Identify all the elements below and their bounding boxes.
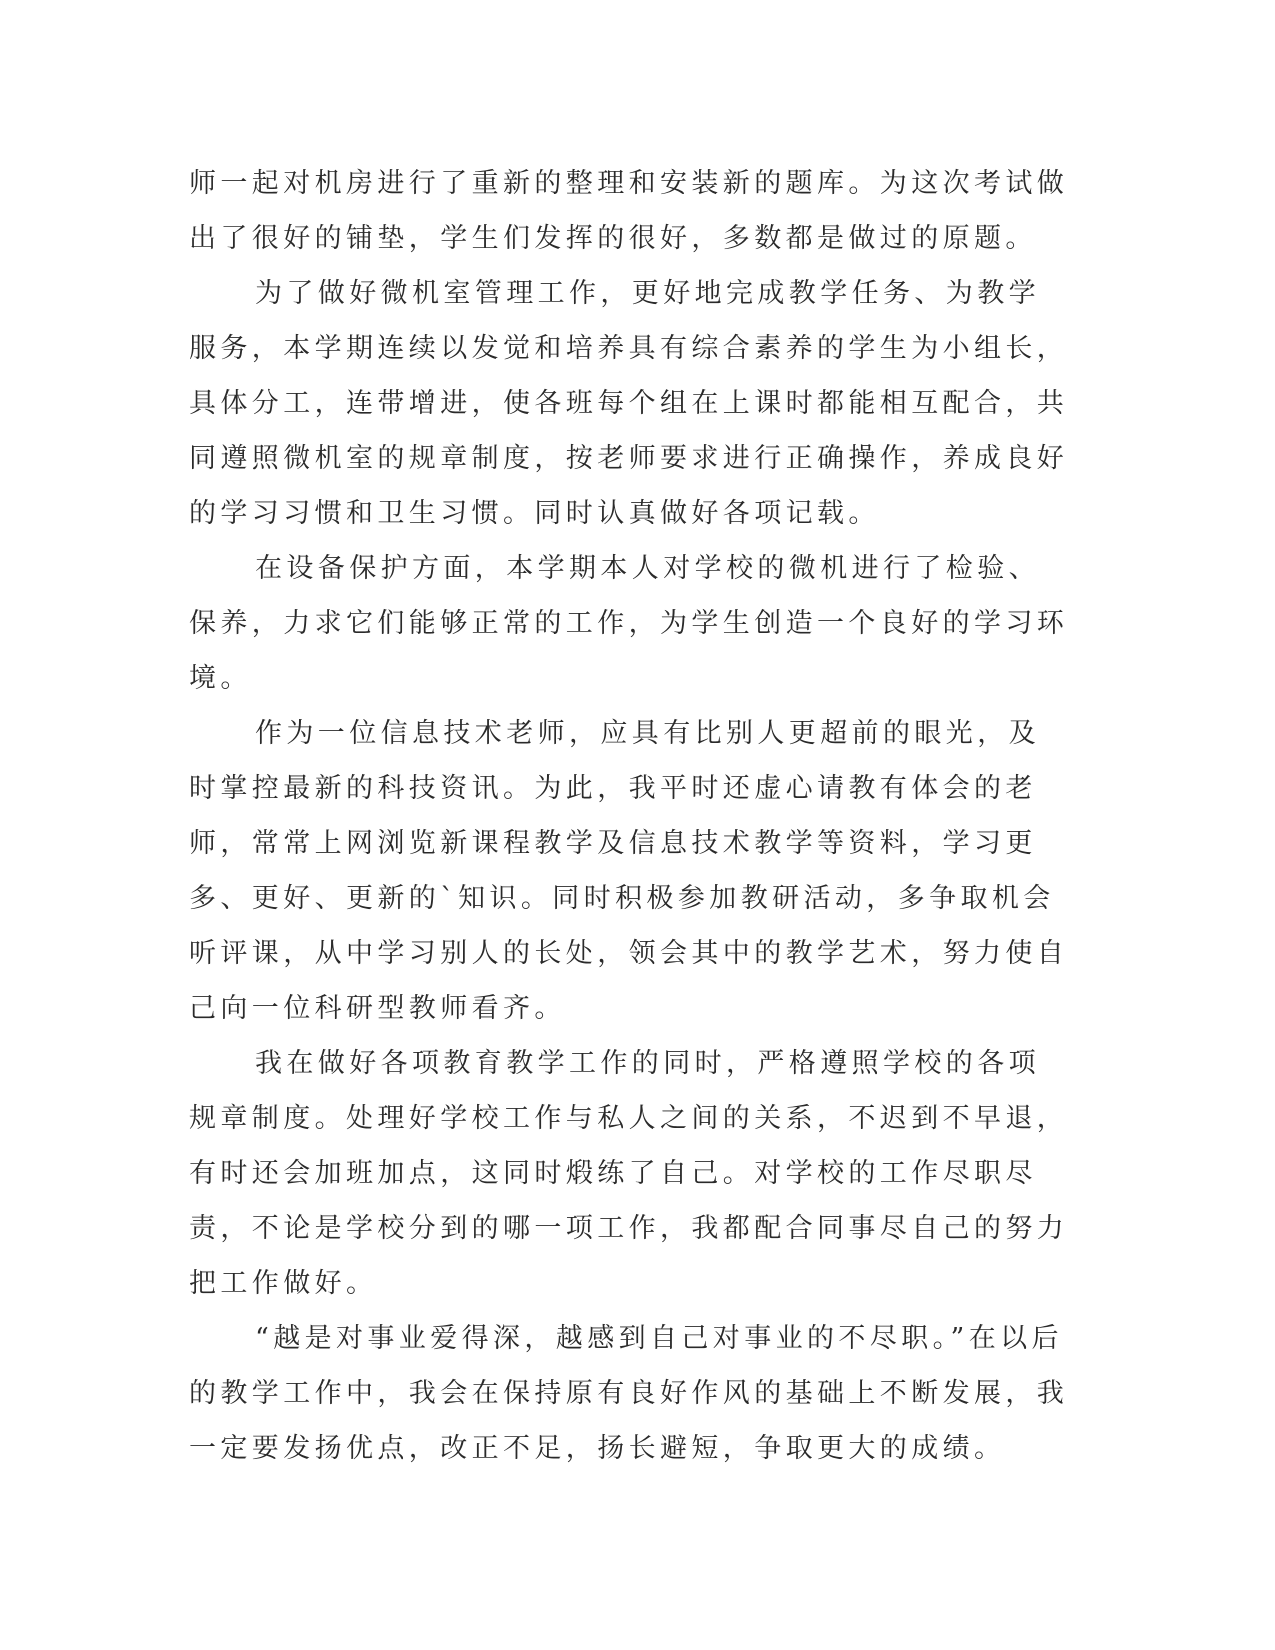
paragraph-work-discipline: 我在做好各项教育教学工作的同时，严格遵照学校的各项规章制度。处理好学校工作与私人之间的关系，不迟到不早退，有时还会加班加点，这同时煅练了自己。对学校的工作尽职尽责，不论是学校分到的哪一项工作，我都配合同事尽自己的努力把工作做好。 xyxy=(189,1048,1069,1299)
paragraph-professional-growth: 作为一位信息技术老师，应具有比别人更超前的眼光，及时掌控最新的科技资讯。为此，我平时还虚心请教有体会的老师，常常上网浏览新课程教学及信息技术教学等资料，学习更多、更好、更新的`知识。同时积极参加教研活动，多争取机会听评课，从中学习别人的长处，领会其中的教学艺术，努力使自己向一位科研型教师看齐。 xyxy=(189,718,1069,1024)
paragraph-lab-management: 为了做好微机室管理工作，更好地完成教学任务、为教学服务，本学期连续以发觉和培养具有综合素养的学生为小组长，具体分工，连带增进，使各班每个组在上课时都能相互配合，共同遵照微机室的规章制度，按老师要求进行正确操作，养成良好的学习习惯和卫生习惯。同时认真做好各项记载。 xyxy=(189,278,1069,529)
paragraph-conclusion: “越是对事业爱得深，越感到自己对事业的不尽职。”在以后的教学工作中，我会在保持原有良好作风的基础上不断发展，我一定要发扬优点，改正不足，扬长避短，争取更大的成绩。 xyxy=(189,1323,1069,1464)
paragraph-equipment-maintenance: 在设备保护方面，本学期本人对学校的微机进行了检验、保养，力求它们能够正常的工作，为学生创造一个良好的学习环境。 xyxy=(189,553,1069,694)
paragraph-continued: 师一起对机房进行了重新的整理和安装新的题库。为这次考试做出了很好的铺垫，学生们发挥的很好，多数都是做过的原题。 xyxy=(189,168,1069,254)
document-body xyxy=(189,156,1069,1476)
